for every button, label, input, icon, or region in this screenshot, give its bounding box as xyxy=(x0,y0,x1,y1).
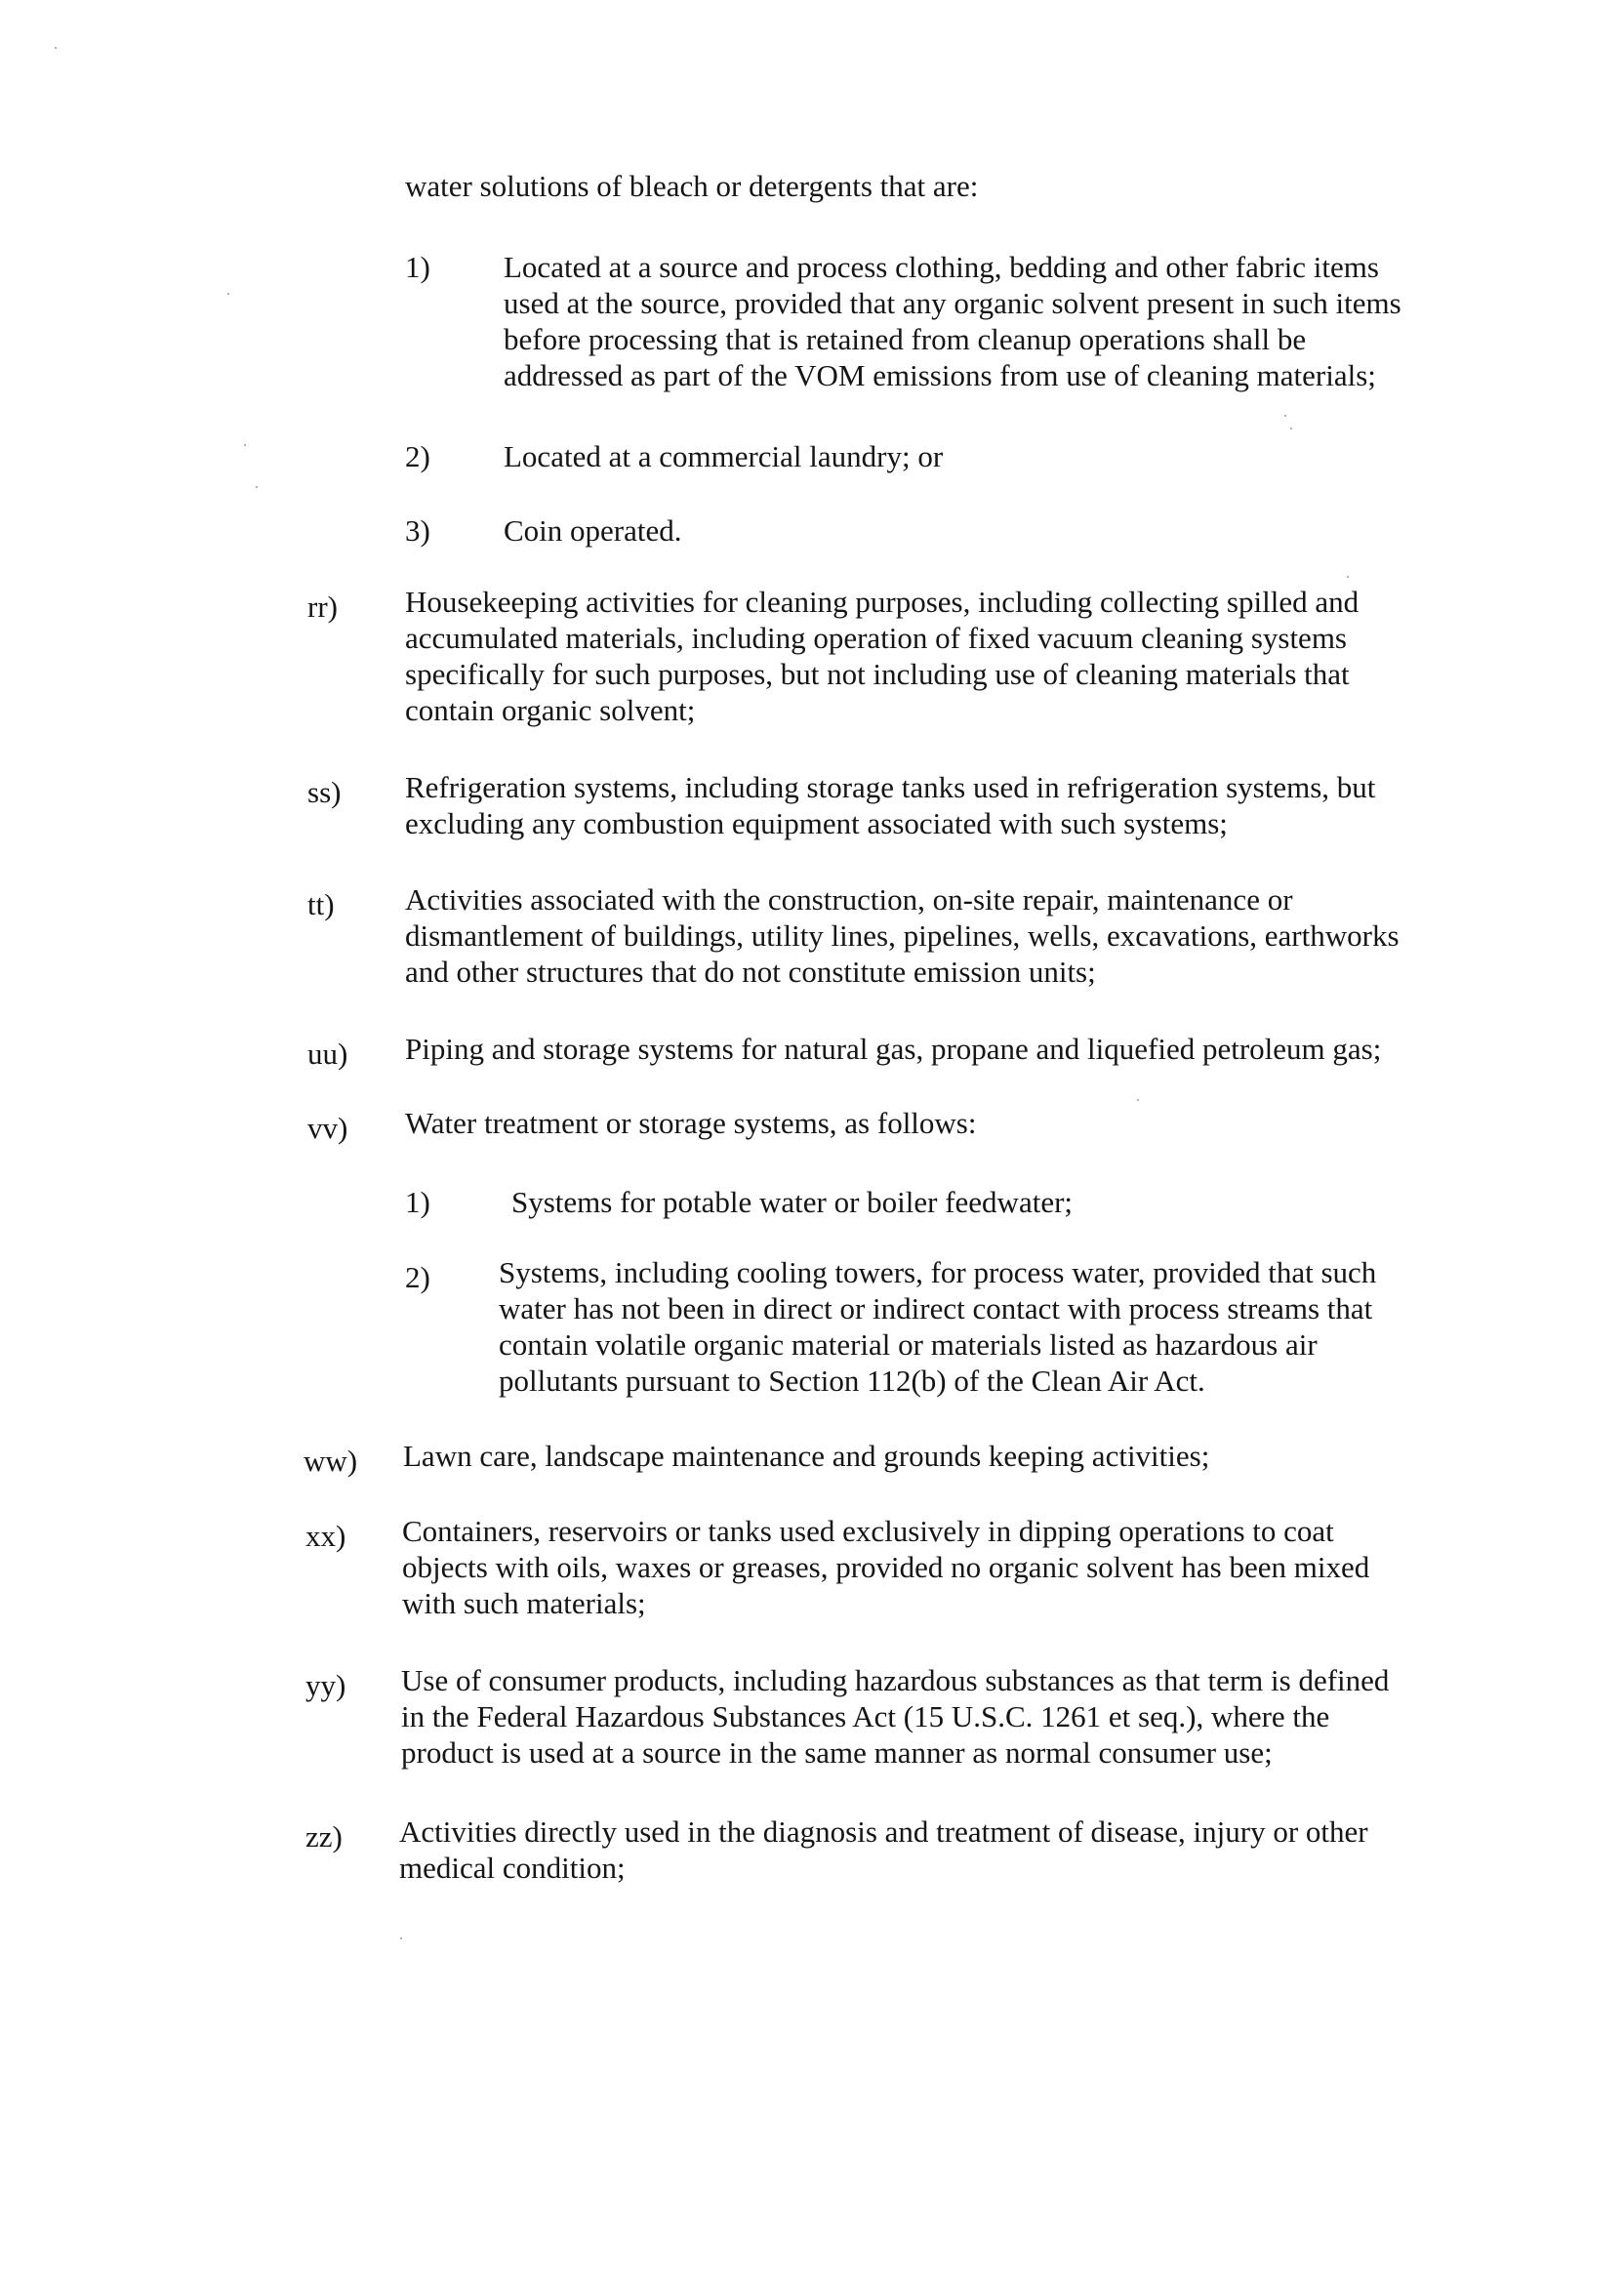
subitem-label: 1) xyxy=(405,250,430,284)
text-line: water has not been in direct or indirect contact with process streams that xyxy=(499,1291,1373,1325)
item-label: ss) xyxy=(307,775,342,809)
intro-text xyxy=(405,168,978,204)
text-line: Systems, including cooling towers, for process water, provided that such xyxy=(499,1255,1377,1289)
scan-speck xyxy=(400,1937,402,1939)
text-line: addressed as part of the VOM emissions from use of cleaning materials; xyxy=(504,358,1376,392)
item-label: vv) xyxy=(307,1111,348,1145)
text-line: used at the source, provided that any organic solvent present in such items xyxy=(504,286,1401,320)
scan-speck xyxy=(244,444,246,446)
text-line: pollutants pursuant to Section 112(b) of the Clean Air Act. xyxy=(499,1364,1205,1398)
text-line: product is used at a source in the same manner as normal consumer use; xyxy=(401,1735,1273,1770)
text-line: Systems for potable water or boiler feedwater; xyxy=(511,1185,1074,1219)
text-line: contain volatile organic material or materials listed as hazardous air xyxy=(499,1327,1318,1362)
scan-speck xyxy=(1290,428,1292,429)
text-line: medical condition; xyxy=(399,1851,626,1885)
text-line: Coin operated. xyxy=(504,513,682,548)
text-line: Containers, reservoirs or tanks used exclusively in dipping operations to coat xyxy=(402,1514,1334,1548)
text-line: Located at a commercial laundry; or xyxy=(504,439,944,473)
subitem-text xyxy=(511,1184,1073,1220)
subitem-text xyxy=(504,512,682,549)
item-label: ww) xyxy=(304,1444,358,1478)
text-line: accumulated materials, including operation of fixed vacuum cleaning systems xyxy=(405,621,1347,655)
subitem-text xyxy=(499,1254,1376,1399)
item-text xyxy=(401,1662,1389,1771)
scan-speck xyxy=(55,47,57,49)
text-line: before processing that is retained from cleanup operations shall be xyxy=(504,322,1307,356)
item-label: zz) xyxy=(305,1819,343,1854)
item-label: xx) xyxy=(305,1519,346,1553)
text-line: Piping and storage systems for natural gas, propane and liquefied petroleum gas; xyxy=(405,1032,1382,1066)
scan-speck xyxy=(227,293,229,295)
item-text xyxy=(399,1813,1368,1886)
text-line: and other structures that do not constitute emission units; xyxy=(405,955,1096,989)
text-line: Housekeeping activities for cleaning purposes, including collecting spilled and xyxy=(405,585,1360,619)
text-line: Activities directly used in the diagnosis and treatment of disease, injury or other xyxy=(399,1814,1368,1849)
item-text xyxy=(405,769,1375,841)
text-line: specifically for such purposes, but not including use of cleaning materials that xyxy=(405,657,1350,691)
text-line: Lawn care, landscape maintenance and grounds keeping activities; xyxy=(403,1439,1210,1473)
text-line: objects with oils, waxes or greases, provided no organic solvent has been mixed xyxy=(402,1550,1370,1584)
text-line: Located at a source and process clothing, bedding and other fabric items xyxy=(504,250,1379,284)
item-label: uu) xyxy=(307,1037,348,1071)
text-line: Water treatment or storage systems, as follows: xyxy=(405,1106,977,1140)
text-line: dismantlement of buildings, utility lines, pipelines, wells, excavations, earthworks xyxy=(405,918,1400,953)
subitem-label: 3) xyxy=(405,513,430,548)
text-line: water solutions of bleach or detergents that are: xyxy=(405,169,979,203)
subitem-label: 1) xyxy=(405,1185,430,1219)
item-text xyxy=(403,1438,1209,1474)
text-line: in the Federal Hazardous Substances Act (15 U.S.C. 1261 et seq.), where the xyxy=(401,1699,1330,1733)
text-line: contain organic solvent; xyxy=(405,693,696,727)
subitem-label: 2) xyxy=(405,1260,430,1294)
item-text xyxy=(405,881,1400,990)
text-line: excluding any combustion equipment associated with such systems; xyxy=(405,806,1228,840)
scan-speck xyxy=(1347,576,1349,578)
item-text xyxy=(405,1031,1381,1067)
item-label: yy) xyxy=(305,1668,346,1702)
scan-speck xyxy=(1137,1099,1139,1101)
subitem-text xyxy=(504,249,1401,393)
text-line: Use of consumer products, including hazardous substances as that term is defined xyxy=(401,1663,1390,1697)
item-text xyxy=(405,584,1359,728)
item-label: tt) xyxy=(307,887,335,921)
scan-speck xyxy=(1284,415,1286,417)
text-line: with such materials; xyxy=(402,1586,646,1620)
text-line: Activities associated with the construction, on-site repair, maintenance or xyxy=(405,882,1293,917)
text-line: Refrigeration systems, including storage tanks used in refrigeration systems, but xyxy=(405,770,1376,804)
item-text xyxy=(405,1105,977,1141)
item-text xyxy=(402,1513,1369,1621)
item-label: rr) xyxy=(307,590,338,624)
scan-speck xyxy=(256,486,258,488)
subitem-label: 2) xyxy=(405,439,430,473)
subitem-text xyxy=(504,438,943,474)
